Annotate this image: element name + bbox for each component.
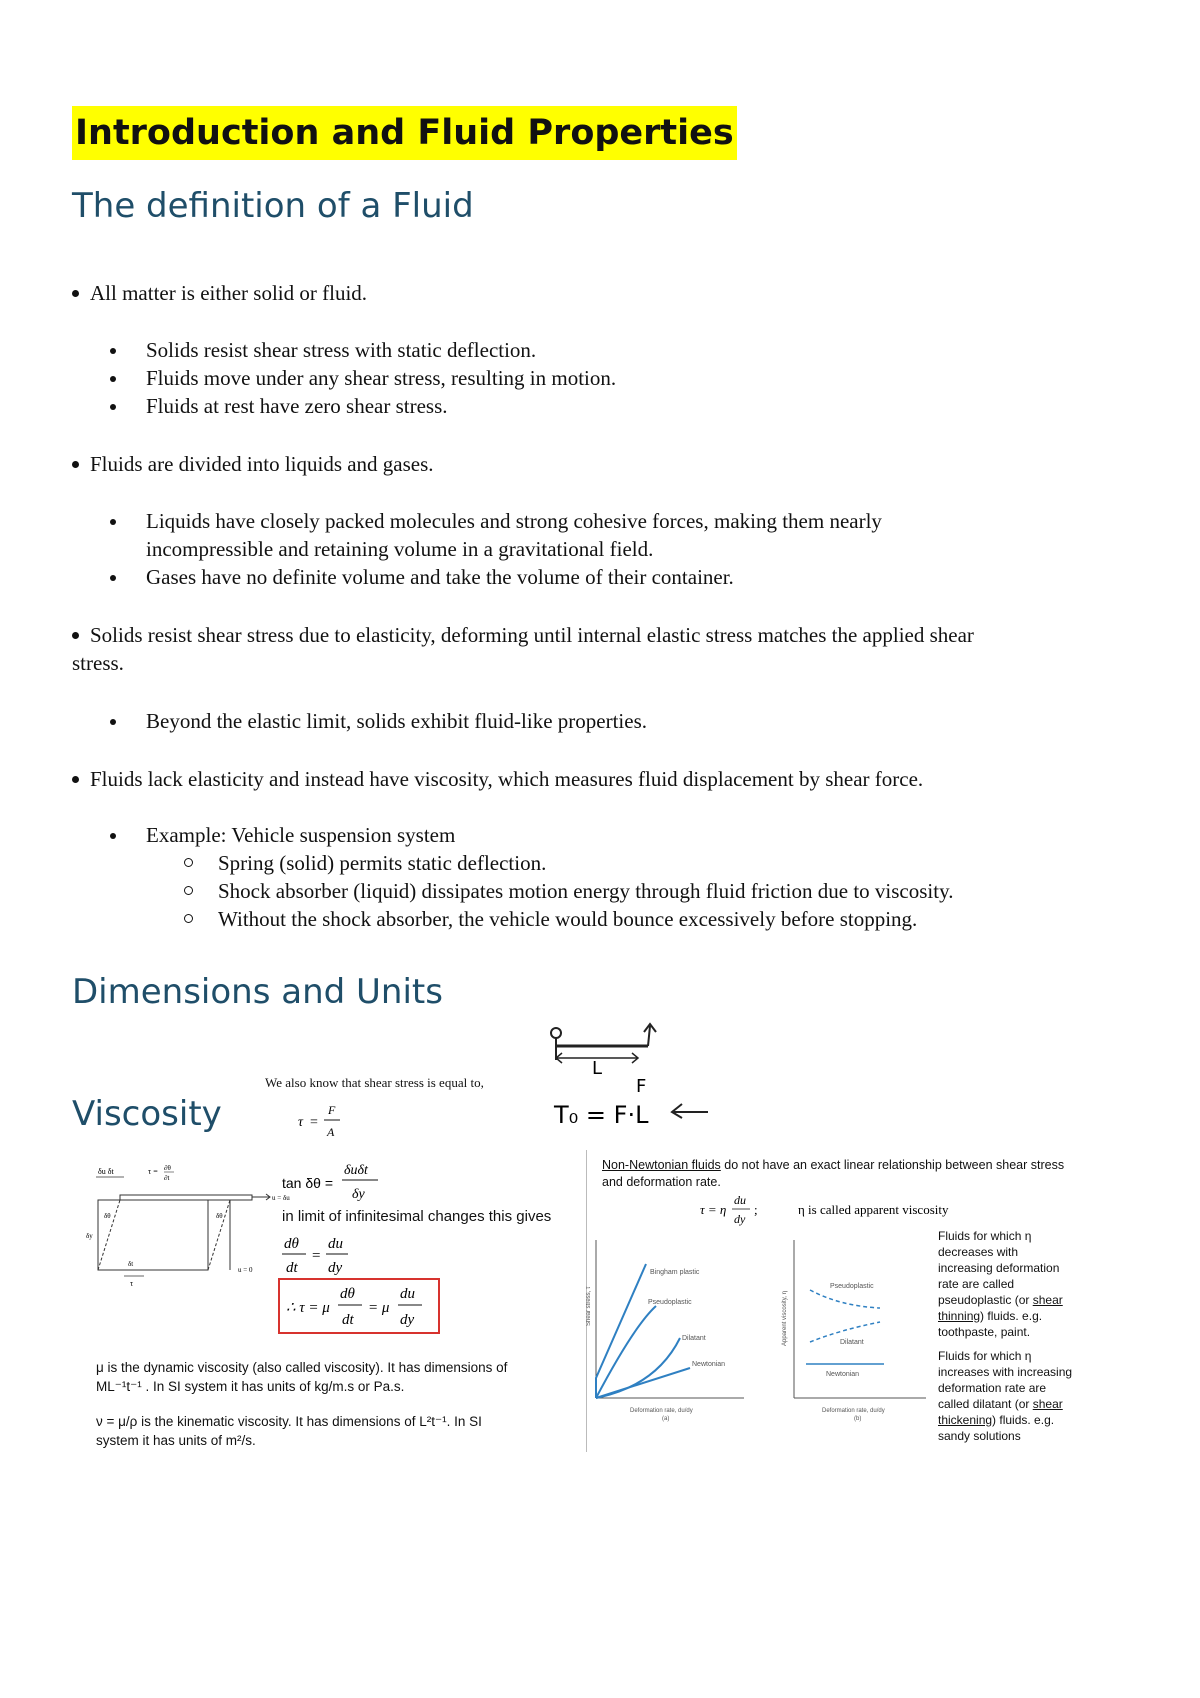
section-heading-dimensions: Dimensions and Units <box>72 972 443 1012</box>
bullet-text: All matter is either solid or fluid. <box>90 281 368 305</box>
diagram-label: δt <box>128 1260 134 1268</box>
kinematic-viscosity-text <box>96 1412 482 1450</box>
eq-semicolon: ; <box>754 1202 758 1217</box>
bullet-text: Fluids at rest have zero shear stress. <box>146 394 448 418</box>
bullet-ring-icon <box>184 886 193 895</box>
bullet-dot-icon <box>72 776 79 783</box>
bullet-text: Fluids are divided into liquids and gases. <box>90 452 434 476</box>
shear-stress-chart <box>586 1236 750 1422</box>
bullet-item <box>72 280 367 307</box>
eq-note: η is called apparent viscosity <box>798 1202 949 1217</box>
eq-dt: dt <box>286 1260 298 1276</box>
text-span: do not have an exact linear relationship between shear stress <box>720 1158 1065 1172</box>
bullet-text: Shock absorber (liquid) dissipates motion energy through fluid friction due to viscosity. <box>218 879 954 903</box>
bullet-item <box>72 766 923 793</box>
note-line: sandy solutions <box>938 1429 1021 1443</box>
tau-equals-F-over-A <box>296 1100 356 1144</box>
eq-du: du <box>328 1236 343 1252</box>
bullet-text: Spring (solid) permits static deflection. <box>218 851 547 875</box>
section-heading-definition: The definition of a Fluid <box>72 186 474 226</box>
torque-sketch <box>532 1018 720 1136</box>
pseudoplastic-note <box>938 1228 1118 1340</box>
eq-numerator: δuδt <box>344 1163 368 1178</box>
eq-boxed-lhs: ∴ τ = μ <box>286 1300 330 1316</box>
sketch-label-F: F <box>636 1076 647 1097</box>
eq-tan-lhs: tan δθ = <box>282 1175 333 1191</box>
series-label: Dilatant <box>682 1335 706 1342</box>
eq-F: F <box>328 1103 336 1117</box>
bullet-item <box>72 451 434 478</box>
bullet-dot-icon <box>110 575 116 581</box>
section-heading-viscosity: Viscosity <box>72 1094 222 1134</box>
viscosity-boxed-equation <box>278 1278 442 1336</box>
sketch-equation: T₀ = F·L <box>554 1101 649 1129</box>
bullet-dot-icon <box>110 348 116 354</box>
bullet-continuation <box>72 650 124 677</box>
eq-dy: dy <box>328 1260 343 1276</box>
text-line: and deformation rate. <box>602 1175 721 1189</box>
svg-text:=: = <box>312 1248 321 1264</box>
bullet-dot-icon <box>110 404 116 410</box>
dtheta-dt-equation <box>282 1234 382 1278</box>
shear-element-diagram <box>84 1160 294 1295</box>
eq-boxed-equals: = μ <box>368 1300 390 1316</box>
eq-dtheta: dθ <box>340 1286 355 1302</box>
curve-pseudoplastic <box>810 1290 880 1308</box>
note-link: shear <box>1032 1293 1063 1307</box>
note-link: shear <box>1032 1397 1063 1411</box>
dilatant-note <box>938 1348 1118 1444</box>
note-line: Fluids for which η <box>938 1229 1032 1243</box>
eq-lhs: τ = η <box>700 1202 727 1217</box>
bullet-text: Solids resist shear stress due to elasticity, deforming until internal elastic stress matches the applied shear <box>90 623 974 647</box>
diagram-label: δθ <box>216 1212 223 1220</box>
text-line: ν = μ/ρ is the kinematic viscosity. It has dimensions of L²t⁻¹. In SI <box>96 1414 482 1429</box>
note-line: rate are called <box>938 1277 1015 1291</box>
note-text: ) fluids. e.g. <box>980 1309 1043 1323</box>
bullet-text: Beyond the elastic limit, solids exhibit fluid-like properties. <box>146 709 647 733</box>
eq-dtheta: dθ <box>284 1236 299 1252</box>
y-axis-label: Apparent viscosity, η <box>782 1291 788 1346</box>
note-line: Fluids for which η <box>938 1349 1032 1363</box>
bullet-ring-icon <box>184 914 193 923</box>
eq-A: A <box>327 1125 335 1139</box>
bullet-text: Solids resist shear stress with static deflection. <box>146 338 537 362</box>
series-label: Newtonian <box>826 1371 860 1378</box>
bullet-ring-icon <box>184 858 193 867</box>
bullet-dot-icon <box>110 519 116 525</box>
non-newtonian-link: Non-Newtonian fluids <box>602 1158 721 1172</box>
diagram-label: u = 0 <box>238 1266 253 1274</box>
series-label: Pseudoplastic <box>830 1283 874 1290</box>
x-axis-label: Deformation rate, du/dy <box>630 1408 693 1414</box>
diagram-label: u = δu <box>272 1194 290 1202</box>
note-line: decreases with <box>938 1245 1019 1259</box>
series-label: Bingham plastic <box>650 1269 700 1276</box>
diagram-label: ∂t <box>164 1174 170 1182</box>
diagram-label: ∂θ <box>164 1164 171 1172</box>
bullet-text: Example: Vehicle suspension system <box>146 823 456 847</box>
bullet-dot-icon <box>72 290 79 297</box>
diagram-label: δθ <box>104 1212 111 1220</box>
bullet-dot-icon <box>110 719 116 725</box>
bullet-text: Fluids lack elasticity and instead have viscosity, which measures fluid displacement by shear force. <box>90 767 924 791</box>
bullet-item <box>72 622 974 649</box>
text-line: system it has units of m²/s. <box>96 1433 256 1448</box>
bullet-text: Liquids have closely packed molecules and strong cohesive forces, making them nearly <box>146 509 882 533</box>
dynamic-viscosity-text <box>96 1358 507 1396</box>
bullet-dot-icon <box>110 376 116 382</box>
diagram-label: τ <box>130 1279 134 1288</box>
series-label: Newtonian <box>692 1361 726 1368</box>
series-label: Dilatant <box>840 1339 864 1346</box>
text-line: μ is the dynamic viscosity (also called viscosity). It has dimensions of <box>96 1360 508 1375</box>
eq-dy: dy <box>400 1312 415 1328</box>
note-line: deformation rate are <box>938 1381 1047 1395</box>
text-line: ML⁻¹t⁻¹ . In SI system it has units of kg/m.s or Pa.s. <box>96 1379 405 1394</box>
diagram-label: τ = <box>148 1167 158 1176</box>
bullet-dot-icon <box>110 833 116 839</box>
tan-equation <box>282 1160 402 1204</box>
eq-dt: dt <box>342 1312 354 1328</box>
sketch-label-L: L <box>592 1058 603 1079</box>
curve-pseudoplastic <box>596 1306 656 1398</box>
note-line: increasing deformation <box>938 1261 1060 1275</box>
non-newtonian-intro <box>602 1157 1122 1191</box>
note-line: increases with increasing <box>938 1365 1073 1379</box>
note-text: ) fluids. e.g. <box>992 1413 1055 1427</box>
diagram-label: δy <box>86 1232 93 1240</box>
apparent-viscosity-equation <box>700 1192 1000 1228</box>
bullet-dot-icon <box>72 461 79 468</box>
chart-sublabel: (a) <box>662 1416 670 1422</box>
diagram-label: δu δt <box>98 1167 114 1176</box>
eq-tau: τ <box>298 1115 304 1130</box>
note-line: toothpaste, paint. <box>938 1325 1031 1339</box>
limit-text: in limit of infinitesimal changes this gives <box>282 1208 552 1225</box>
series-label: Pseudoplastic <box>648 1299 692 1306</box>
note-text: called dilatant (or <box>938 1397 1033 1411</box>
bullet-text: Gases have no definite volume and take the volume of their container. <box>146 565 734 589</box>
y-axis-label: Shear stress, τ <box>586 1286 592 1326</box>
sketch-force-arrow <box>648 1026 650 1046</box>
page-title: Introduction and Fluid Properties <box>72 106 737 160</box>
eq-dy: dy <box>734 1212 746 1226</box>
x-axis-label: Deformation rate, du/dy <box>822 1408 885 1414</box>
bullet-dot-icon <box>72 632 79 639</box>
chart-sublabel: (b) <box>854 1416 862 1422</box>
bullet-text: incompressible and retaining volume in a gravitational field. <box>146 537 654 561</box>
sketch-pivot-icon <box>551 1028 561 1038</box>
note-link: thickening <box>938 1413 993 1427</box>
bullet-text: Without the shock absorber, the vehicle would bounce excessively before stopping. <box>218 907 918 931</box>
svg-text:=: = <box>310 1115 318 1130</box>
note-text: pseudoplastic (or <box>938 1293 1033 1307</box>
eq-denominator: δy <box>352 1187 365 1202</box>
eq-du: du <box>734 1193 746 1207</box>
bullet-text: stress. <box>72 651 124 675</box>
bullet-text: Fluids move under any shear stress, resulting in motion. <box>146 366 617 390</box>
apparent-viscosity-chart <box>780 1236 930 1422</box>
eq-du: du <box>400 1286 415 1302</box>
shear-intro-text: We also know that shear stress is equal to, <box>265 1075 484 1090</box>
note-link: thinning <box>938 1309 981 1323</box>
curve-bingham-plastic <box>596 1264 646 1398</box>
